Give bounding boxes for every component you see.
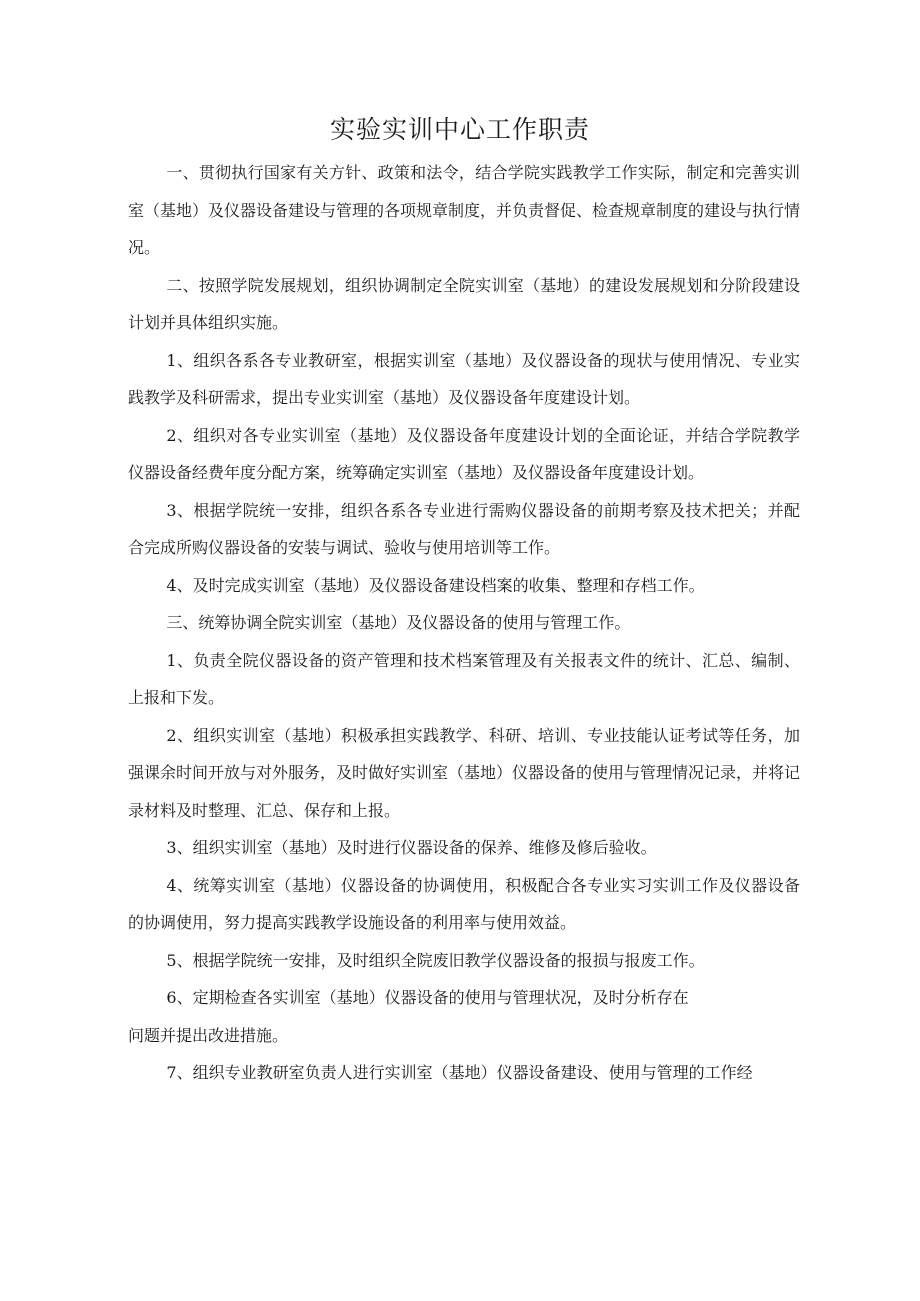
document-body	[128, 154, 800, 1092]
paragraph-2: 二、按照学院发展规划，组织协调制定全院实训室（基地）的建设发展规划和分阶段建设计划并具体组织实施。	[128, 275, 800, 332]
paragraph-10: 3、组织实训室（基地）及时进行仪器设备的保养、维修及修后验收。	[166, 838, 657, 857]
paragraph-8: 1、负责全院仪器设备的资产管理和技术档案管理及有关报表文件的统计、汇总、编制、上报和下发。	[128, 650, 800, 707]
paragraph-1: 一、贯彻执行国家有关方针、政策和法令，结合学院实践教学工作实际，制定和完善实训室（基地）及仪器设备建设与管理的各项规章制度，并负责督促、检查规章制度的建设与执行情况。	[128, 163, 801, 257]
paragraph-5: 3、根据学院统一安排，组织各系各专业进行需购仪器设备的前期考察及技术把关；并配合完成所购仪器设备的安装与调试、验收与使用培训等工作。	[128, 500, 800, 557]
paragraph-12: 5、根据学院统一安排，及时组织全院废旧教学仪器设备的报损与报废工作。	[166, 950, 705, 970]
paragraph-11: 4、统筹实训室（基地）仪器设备的协调使用，积极配合各专业实习实训工作及仪器设备的协调使用，努力提高实践教学设施设备的利用率与使用效益。	[128, 875, 800, 932]
paragraph-3: 1、组织各系各专业教研室，根据实训室（基地）及仪器设备的现状与使用情况、专业实践教学及科研需求，提出专业实训室（基地）及仪器设备年度建设计划。	[128, 350, 800, 407]
paragraph-13: 6、定期检查各实训室（基地）仪器设备的使用与管理状况，及时分析存在	[166, 988, 689, 1007]
document-title: 实验实训中心工作职责	[329, 115, 590, 144]
paragraph-6: 4、及时完成实训室（基地）及仪器设备建设档案的收集、整理和存档工作。	[166, 575, 705, 595]
paragraph-9: 2、组织实训室（基地）积极承担实践教学、科研、培训、专业技能认证考试等任务，加强课余时间开放与对外服务，及时做好实训室（基地）仪器设备的使用与管理情况记录，并将记录材料及时整理、汇总、保存和上报。	[128, 725, 801, 820]
paragraph-13-continuation: 问题并提出改进措施。	[128, 1025, 289, 1045]
paragraph-4: 2、组织对各专业实训室（基地）及仪器设备年度建设计划的全面论证，并结合学院教学仪器设备经费年度分配方案，统筹确定实训室（基地）及仪器设备年度建设计划。	[128, 425, 800, 482]
paragraph-7: 三、统筹协调全院实训室（基地）及仪器设备的使用与管理工作。	[166, 613, 631, 632]
paragraph-14: 7、组织专业教研室负责人进行实训室（基地）仪器设备建设、使用与管理的工作经	[166, 1063, 753, 1082]
